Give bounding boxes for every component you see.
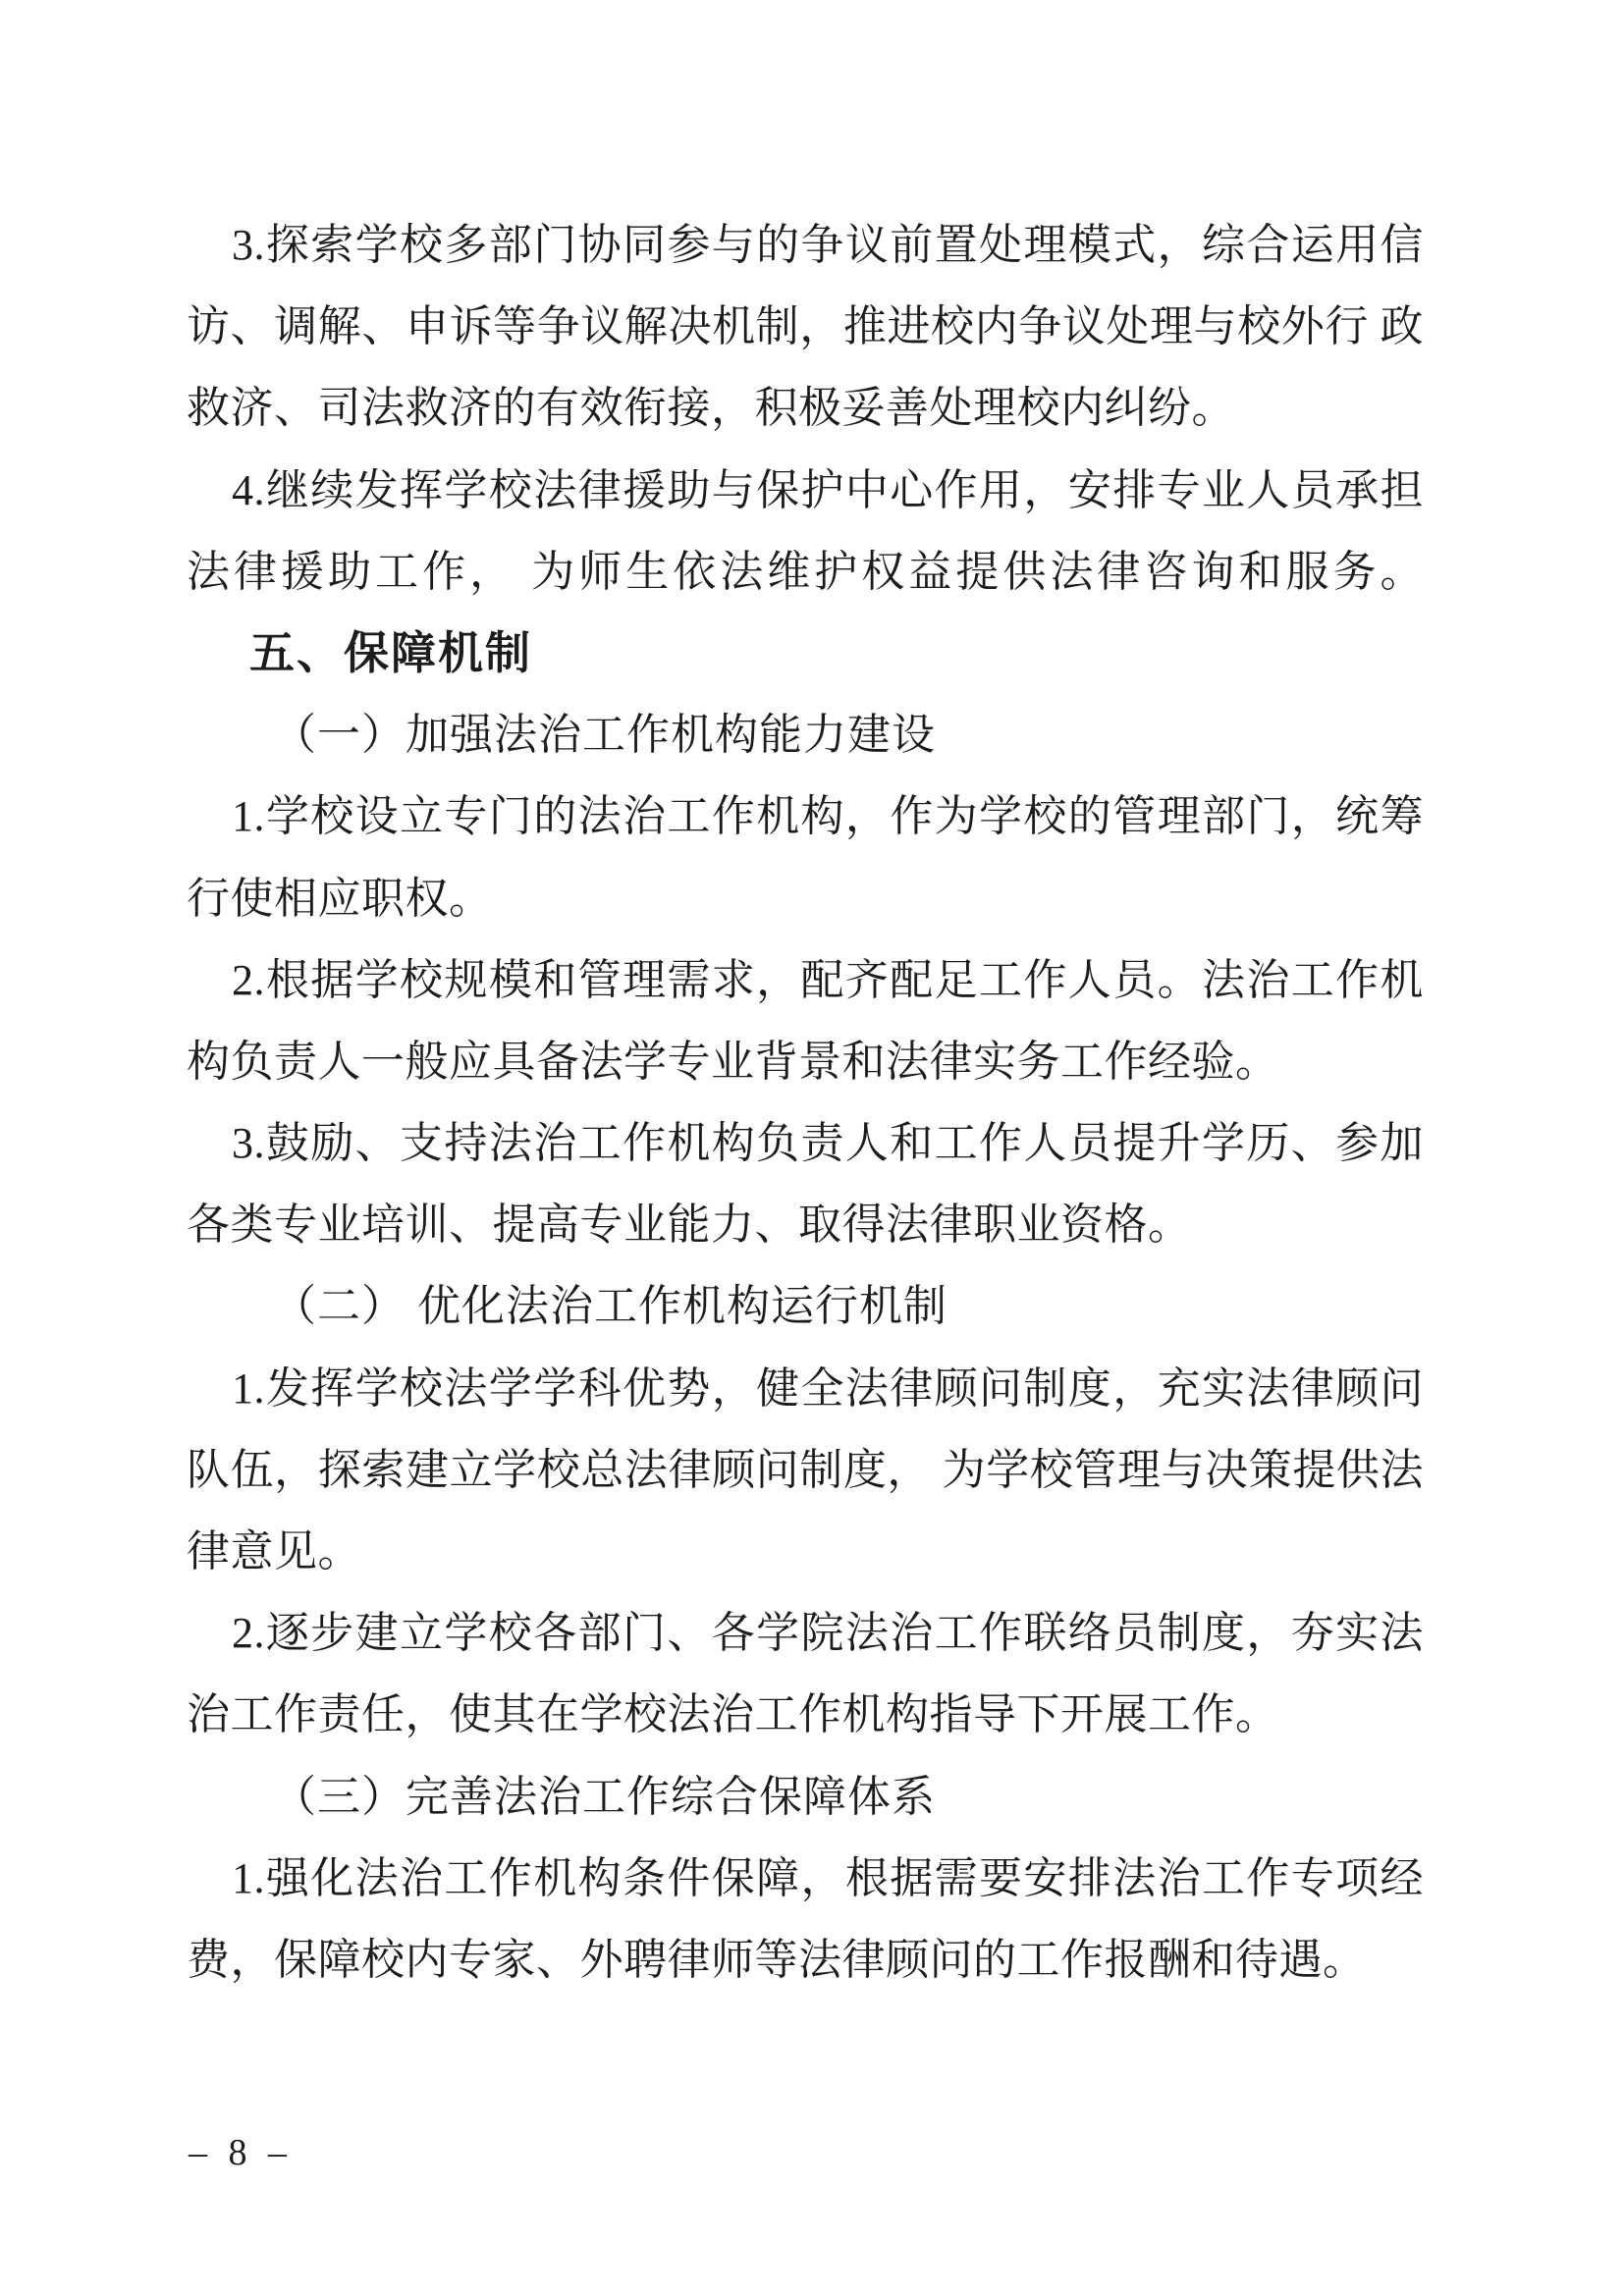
body-text-line: 4.继续发挥学校法律援助与保护中心作用，安排专业人员承担 bbox=[232, 465, 1424, 514]
section-heading: 五、保障机制 bbox=[249, 626, 532, 678]
body-text-line: 2.根据学校规模和管理需求，配齐配足工作人员。法治工作机 bbox=[232, 955, 1424, 1004]
body-text-line: 队伍，探索建立学校总法律顾问制度， 为学校管理与决策提供法 bbox=[187, 1445, 1424, 1494]
body-text-line: 3.探索学校多部门协同参与的争议前置处理模式，综合运用信 bbox=[232, 221, 1424, 269]
body-text-line: 法律援助工作， 为师生依法维护权益提供法律咨询和服务。 bbox=[187, 547, 1424, 596]
body-text-line: 行使相应职权。 bbox=[187, 874, 493, 923]
body-text-line: 构负责人一般应具备法学专业背景和法律实务工作经验。 bbox=[187, 1037, 1279, 1086]
body-text-line: 治工作责任，使其在学校法治工作机构指导下开展工作。 bbox=[187, 1690, 1279, 1739]
body-text-line: 各类专业培训、提高专业能力、取得法律职业资格。 bbox=[187, 1201, 1192, 1250]
body-text-line: 访、调解、申诉等争议解决机制，推进校内争议处理与校外行 政 bbox=[187, 302, 1424, 351]
body-text-line: 1.强化法治工作机构条件保障，根据需要安排法治工作专项经 bbox=[232, 1853, 1424, 1902]
body-text-line: 费，保障校内专家、外聘律师等法律顾问的工作报酬和待遇。 bbox=[187, 1935, 1367, 1984]
subsection-heading: （二） 优化法治工作机构运行机制 bbox=[273, 1282, 947, 1331]
body-text-line: 3.鼓励、支持法治工作机构负责人和工作人员提升学历、参加 bbox=[232, 1119, 1424, 1168]
document-body bbox=[187, 204, 1424, 2001]
body-text-line: 律意见。 bbox=[187, 1527, 361, 1575]
subsection-heading: （三）完善法治工作综合保障体系 bbox=[273, 1772, 936, 1821]
body-text-line: 救济、司法救济的有效衔接，积极妥善处理校内纠纷。 bbox=[187, 384, 1235, 433]
body-text-line: 1.发挥学校法学学科优势，健全法律顾问制度，充实法律顾问 bbox=[232, 1363, 1424, 1413]
page-number: – 8 – bbox=[189, 2132, 293, 2173]
subsection-heading: （一）加强法治工作机构能力建设 bbox=[273, 711, 936, 760]
body-text-line: 1.学校设立专门的法治工作机构，作为学校的管理部门，统筹 bbox=[232, 792, 1424, 841]
body-text-line: 2.逐步建立学校各部门、各学院法治工作联络员制度，夯实法 bbox=[232, 1609, 1424, 1658]
